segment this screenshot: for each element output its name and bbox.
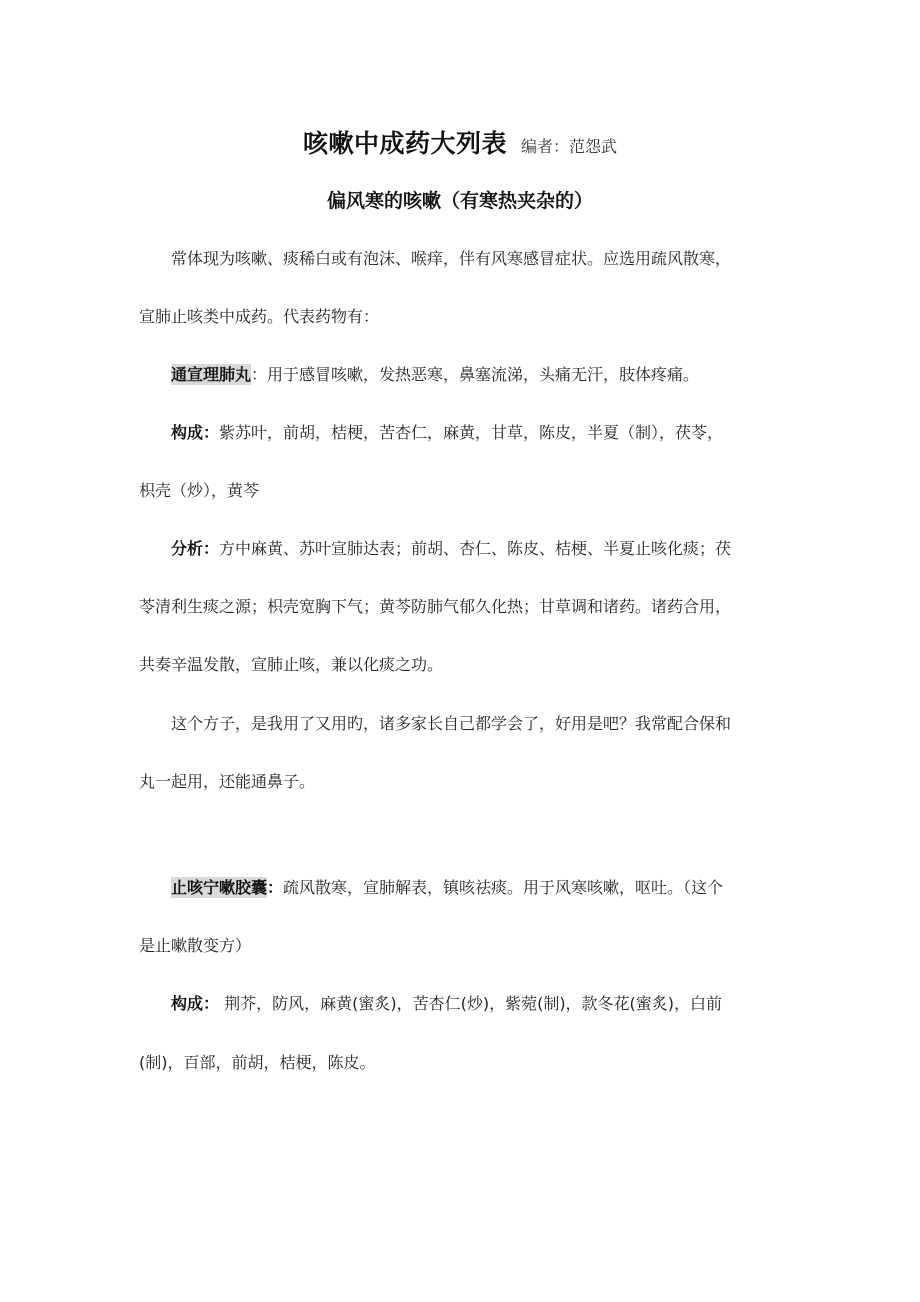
document-title: 咳嗽中成药大列表: [302, 129, 507, 158]
med2-desc-text-1: 疏风散寒，宣肺解表，镇咳祛痰。用于风寒咳嗽，呕吐。（这个: [283, 878, 724, 897]
author-line: 编者：范怨武: [521, 137, 618, 156]
med2-composition-line-1: [171, 993, 781, 1015]
med1-desc: ：用于感冒咳嗽，发热恶寒，鼻塞流涕，头痛无汗，肢体疼痛。: [251, 365, 700, 384]
med1-composition-line-1: [171, 422, 781, 444]
med1-composition-text-1: 紫苏叶，前胡，桔梗，苦杏仁，麻黄，甘草，陈皮，半夏（制），茯苓，: [219, 423, 724, 442]
med1-note-line-1: 这个方子，是我用了又用旳，诸多家长自己都学会了，好用是吧？我常配合保和: [171, 714, 732, 733]
med1-analysis-line-2: 苓清利生痰之源；枳壳宽胸下气；黄芩防肺气郁久化热；甘草调和诸药。诸药合用，: [139, 597, 732, 616]
med2-name: 止咳宁嗽胶囊: [171, 878, 268, 897]
med1-analysis-label: 分析：: [171, 539, 220, 558]
title-row: [0, 124, 920, 160]
med1-note-line-2: 丸一起用，还能通鼻子。: [139, 772, 316, 791]
med2-colon: ：: [267, 878, 284, 897]
med1-composition-label: 构成：: [171, 423, 220, 442]
med1-analysis-line-1: [171, 538, 781, 560]
med1-name: 通宣理肺丸: [171, 365, 252, 384]
med2-composition-text-1: 荆芥，防风，麻黄(蜜炙)，苦杏仁(炒)，紫菀(制)，款冬花(蜜炙)，白前: [219, 994, 723, 1013]
med2-composition-label: 构成：: [171, 994, 220, 1013]
med2-intro-line-1: [171, 877, 781, 899]
med1-intro-line: [171, 364, 781, 386]
med1-analysis-text-1: 方中麻黄、苏叶宣肺达表；前胡、杏仁、陈皮、桔梗、半夏止咳化痰；茯: [219, 539, 732, 558]
med2-desc-line-2: 是止嗽散变方）: [139, 936, 252, 955]
med1-analysis-line-3: 共奏辛温发散，宣肺止咳，兼以化痰之功。: [139, 655, 444, 674]
med1-composition-line-2: 枳壳（炒），黄芩: [139, 481, 260, 500]
intro-line-1: 常体现为咳嗽、痰稀白或有泡沫、喉痒，伴有风寒感冒症状。应选用疏风散寒，: [171, 249, 732, 268]
section-heading: 偏风寒的咳嗽（有寒热夹杂的）: [326, 190, 593, 212]
med2-composition-line-2: (制)，百部，前胡，桔梗，陈皮。: [139, 1053, 376, 1072]
intro-line-2: 宣肺止咳类中成药。代表药物有：: [139, 307, 380, 326]
